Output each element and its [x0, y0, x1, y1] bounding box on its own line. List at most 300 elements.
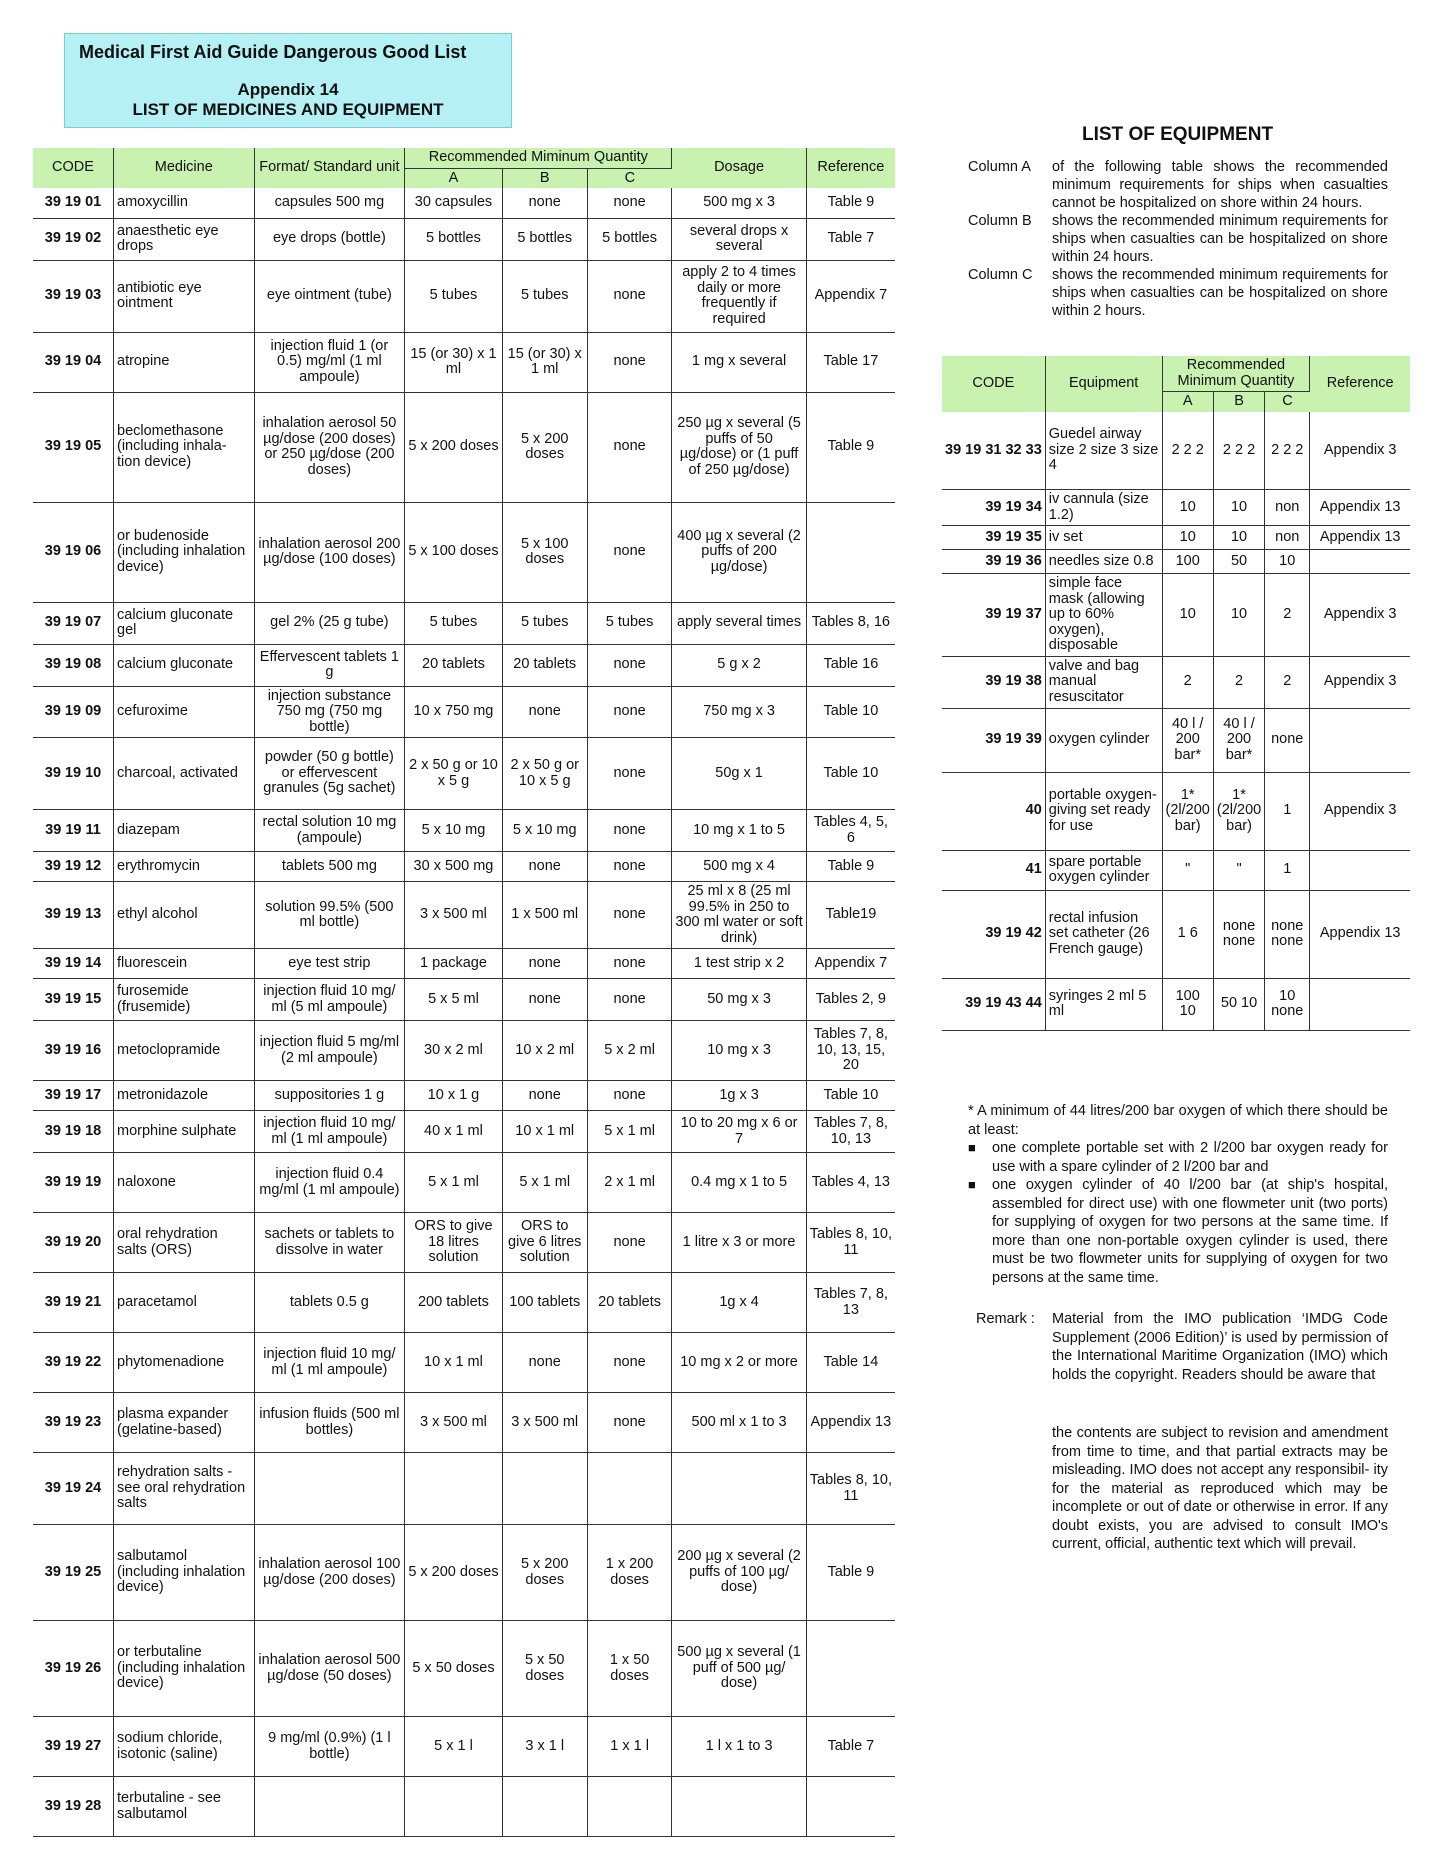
medicine-code: 39 19 18	[33, 1111, 114, 1153]
quantity-a: 10	[1162, 574, 1213, 657]
medicine-code: 39 19 06	[33, 502, 114, 602]
medicine-code: 39 19 09	[33, 686, 114, 738]
medicine-dosage: 25 ml x 8 (25 ml 99.5% in 250 to 300 ml water or soft drink)	[672, 882, 806, 949]
equipment-code: 39 19 38	[942, 656, 1045, 708]
medicine-code: 39 19 17	[33, 1081, 114, 1111]
medicine-format: inhalation aerosol 200 µg/dose (100 doses)	[254, 502, 405, 602]
medicine-format: injection fluid 5 mg/ml (2 ml ampoule)	[254, 1021, 405, 1081]
medicine-row	[33, 602, 895, 644]
quantity-b: none	[502, 188, 587, 218]
medicine-dosage: 10 mg x 1 to 5	[672, 810, 806, 852]
quantity-b: 1 x 500 ml	[502, 882, 587, 949]
medicine-name: phytomenadione	[114, 1333, 255, 1393]
quantity-a	[405, 1777, 502, 1837]
medicine-row	[33, 1111, 895, 1153]
quantity-b: 50 10	[1213, 978, 1264, 1030]
quantity-c: none	[587, 502, 672, 602]
medicine-dosage: 1g x 4	[672, 1273, 806, 1333]
quantity-b: none	[502, 1081, 587, 1111]
quantity-a: 10 x 750 mg	[405, 686, 502, 738]
medicine-row	[33, 686, 895, 738]
medicine-row	[33, 882, 895, 949]
quantity-c: 1	[1265, 850, 1310, 890]
medicine-code: 39 19 20	[33, 1213, 114, 1273]
medicine-code: 39 19 14	[33, 949, 114, 979]
equipment-row	[942, 490, 1410, 526]
medicine-dosage: 10 mg x 2 or more	[672, 1333, 806, 1393]
medicine-row	[33, 1333, 895, 1393]
medicine-format: inhalation aerosol 500 µg/dose (50 doses)	[254, 1621, 405, 1717]
medicine-format	[254, 1453, 405, 1525]
quantity-a: 5 tubes	[405, 260, 502, 332]
equipment-code: 40	[942, 772, 1045, 850]
quantity-b: 5 x 10 mg	[502, 810, 587, 852]
quantity-a: 2 2 2	[1162, 412, 1213, 490]
quantity-b: 5 tubes	[502, 260, 587, 332]
bullet-item	[968, 1176, 1388, 1287]
medicine-dosage: 1 l x 1 to 3	[672, 1717, 806, 1777]
medicine-name: plasma expander (gelatine-based)	[114, 1393, 255, 1453]
medicine-dosage: 5 g x 2	[672, 644, 806, 686]
medicine-format: eye drops (bottle)	[254, 218, 405, 260]
medicine-code: 39 19 21	[33, 1273, 114, 1333]
medicine-name: sodium chloride, isotonic (saline)	[114, 1717, 255, 1777]
quantity-a: 5 x 1 ml	[405, 1153, 502, 1213]
medicine-dosage: several drops x several	[672, 218, 806, 260]
quantity-c: none	[587, 852, 672, 882]
equipment-row	[942, 850, 1410, 890]
medicine-format: 9 mg/ml (0.9%) (1 l bottle)	[254, 1717, 405, 1777]
medicine-row	[33, 644, 895, 686]
quantity-c: none none	[1265, 890, 1310, 978]
quantity-c: none	[587, 1081, 672, 1111]
quantity-a: 100	[1162, 550, 1213, 574]
oxygen-footnote: * A minimum of 44 litres/200 bar oxygen of which there should be at least:	[968, 1103, 1388, 1138]
medicine-format: injection fluid 10 mg/ ml (1 ml ampoule)	[254, 1111, 405, 1153]
equipment-reference	[1310, 850, 1410, 890]
quantity-a: 10	[1162, 490, 1213, 526]
equipment-code: 39 19 39	[942, 708, 1045, 772]
quantity-c: none	[1265, 708, 1310, 772]
appendix-number: Appendix 14	[237, 80, 339, 99]
quantity-c: none	[587, 1393, 672, 1453]
oxygen-notes	[968, 1102, 1388, 1287]
quantity-b: none	[502, 979, 587, 1021]
medicine-row	[33, 188, 895, 218]
equipment-reference	[1310, 708, 1410, 772]
equipment-reference: Appendix 13	[1310, 490, 1410, 526]
medicine-row	[33, 1213, 895, 1273]
quantity-a: 40 x 1 ml	[405, 1111, 502, 1153]
medicine-row	[33, 1273, 895, 1333]
remark-label: Remark :	[976, 1311, 1035, 1327]
medicine-format: injection fluid 10 mg/ ml (5 ml ampoule)	[254, 979, 405, 1021]
quantity-c: none	[587, 810, 672, 852]
medicine-name: morphine sulphate	[114, 1111, 255, 1153]
medicine-dosage	[672, 1777, 806, 1837]
title-box	[64, 33, 512, 128]
medicine-format: injection fluid 1 (or 0.5) mg/ml (1 ml ampoule)	[254, 332, 405, 392]
quantity-b: 5 x 100 doses	[502, 502, 587, 602]
quantity-c: 20 tablets	[587, 1273, 672, 1333]
medicine-row	[33, 332, 895, 392]
quantity-c: none	[587, 882, 672, 949]
col-quantity: Recommended Minimum Quantity	[1162, 356, 1310, 392]
column-label: Column A	[968, 159, 1031, 175]
medicine-format: suppositories 1 g	[254, 1081, 405, 1111]
medicine-row	[33, 1393, 895, 1453]
medicine-row	[33, 1021, 895, 1081]
medicine-reference: Table 7	[806, 1717, 895, 1777]
equipment-heading: LIST OF EQUIPMENT	[1082, 124, 1274, 145]
medicine-name: metronidazole	[114, 1081, 255, 1111]
equipment-code: 39 19 36	[942, 550, 1045, 574]
quantity-b: 1* (2l/200 bar)	[1213, 772, 1264, 850]
equipment-row	[942, 526, 1410, 550]
medicine-name: metoclopramide	[114, 1021, 255, 1081]
equipment-row	[942, 978, 1410, 1030]
quantity-c: none	[587, 949, 672, 979]
medicine-dosage: apply several times	[672, 602, 806, 644]
equipment-row	[942, 656, 1410, 708]
medicine-format: gel 2% (25 g tube)	[254, 602, 405, 644]
equipment-reference: Appendix 3	[1310, 656, 1410, 708]
equipment-name: spare portable oxygen cylinder	[1045, 850, 1162, 890]
equipment-code: 39 19 43 44	[942, 978, 1045, 1030]
medicine-reference: Appendix 7	[806, 949, 895, 979]
column-label: Column C	[968, 267, 1033, 283]
quantity-c: none	[587, 644, 672, 686]
medicine-name: antibiotic eye ointment	[114, 260, 255, 332]
quantity-c: none	[587, 260, 672, 332]
col-equipment: Equipment	[1045, 356, 1162, 412]
medicine-row	[33, 1081, 895, 1111]
quantity-a: 30 x 2 ml	[405, 1021, 502, 1081]
medicine-reference: Table 10	[806, 686, 895, 738]
medicine-dosage: 400 µg x several (2 puffs of 200 µg/dose)	[672, 502, 806, 602]
column-text: shows the recommended minimum requirements for ships when casualties can be hospitalized on shore within 2 hours.	[1052, 267, 1388, 319]
quantity-a: 20 tablets	[405, 644, 502, 686]
medicine-reference: Table 14	[806, 1333, 895, 1393]
quantity-a: 5 x 10 mg	[405, 810, 502, 852]
quantity-c: 5 x 1 ml	[587, 1111, 672, 1153]
column-c-note	[968, 266, 1388, 320]
medicine-reference: Tables 7, 8, 10, 13, 15, 20	[806, 1021, 895, 1081]
quantity-a: "	[1162, 850, 1213, 890]
medicine-reference: Table 9	[806, 392, 895, 502]
medicine-code: 39 19 26	[33, 1621, 114, 1717]
medicine-row	[33, 1453, 895, 1525]
medicine-reference: Table 9	[806, 1525, 895, 1621]
medicine-format: capsules 500 mg	[254, 188, 405, 218]
col-code: CODE	[942, 356, 1045, 412]
medicine-format	[254, 1777, 405, 1837]
equipment-reference: Appendix 3	[1310, 412, 1410, 490]
equipment-reference: Appendix 13	[1310, 526, 1410, 550]
medicine-reference: Tables 2, 9	[806, 979, 895, 1021]
quantity-a: 3 x 500 ml	[405, 882, 502, 949]
quantity-c: none	[587, 1213, 672, 1273]
quantity-a: 5 x 1 l	[405, 1717, 502, 1777]
quantity-c: 10 none	[1265, 978, 1310, 1030]
equipment-row	[942, 890, 1410, 978]
quantity-a: ORS to give 18 litres solution	[405, 1213, 502, 1273]
col-a: A	[405, 168, 502, 188]
col-reference: Reference	[806, 148, 895, 188]
column-a-note	[968, 158, 1388, 212]
quantity-c	[587, 1453, 672, 1525]
equipment-name: oxygen cylinder	[1045, 708, 1162, 772]
col-reference: Reference	[1310, 356, 1410, 412]
medicine-dosage: 750 mg x 3	[672, 686, 806, 738]
medicine-reference: Table 17	[806, 332, 895, 392]
medicine-reference: Table 10	[806, 738, 895, 810]
quantity-c: 2 2 2	[1265, 412, 1310, 490]
quantity-c: 1	[1265, 772, 1310, 850]
medicine-code: 39 19 02	[33, 218, 114, 260]
medicine-name: or budenoside (including inhalation device)	[114, 502, 255, 602]
medicine-format: Effervescent tablets 1 g	[254, 644, 405, 686]
medicine-dosage: 10 to 20 mg x 6 or 7	[672, 1111, 806, 1153]
medicine-dosage	[672, 1453, 806, 1525]
quantity-b: none	[502, 852, 587, 882]
equipment-reference: Appendix 3	[1310, 772, 1410, 850]
document-title: Medical First Aid Guide Dangerous Good List	[79, 42, 467, 62]
quantity-c: non	[1265, 526, 1310, 550]
col-a: A	[1162, 392, 1213, 412]
medicine-reference	[806, 1777, 895, 1837]
medicine-code: 39 19 28	[33, 1777, 114, 1837]
quantity-a: 2 x 50 g or 10 x 5 g	[405, 738, 502, 810]
equipment-code: 39 19 37	[942, 574, 1045, 657]
quantity-c: 2	[1265, 656, 1310, 708]
quantity-b	[502, 1777, 587, 1837]
quantity-a	[405, 1453, 502, 1525]
medicine-name: amoxycillin	[114, 188, 255, 218]
square-bullet-icon: ■	[968, 1140, 976, 1155]
quantity-b: 2 2 2	[1213, 412, 1264, 490]
medicine-row	[33, 738, 895, 810]
quantity-b: 20 tablets	[502, 644, 587, 686]
quantity-b: 5 x 1 ml	[502, 1153, 587, 1213]
bullet-text: one complete portable set with 2 l/200 bar oxygen ready for use with a spare cylinder of 2 l/200 bar and	[992, 1140, 1388, 1175]
column-b-note	[968, 212, 1388, 266]
equipment-name: iv cannula (size 1.2)	[1045, 490, 1162, 526]
column-explanations	[968, 158, 1388, 320]
medicine-code: 39 19 19	[33, 1153, 114, 1213]
quantity-a: 30 x 500 mg	[405, 852, 502, 882]
quantity-b: 10	[1213, 490, 1264, 526]
medicine-reference: Tables 4, 5, 6	[806, 810, 895, 852]
equipment-reference: Appendix 3	[1310, 574, 1410, 657]
quantity-c: 10	[1265, 550, 1310, 574]
medicine-code: 39 19 11	[33, 810, 114, 852]
quantity-b: 5 tubes	[502, 602, 587, 644]
medicine-format: infusion fluids (500 ml bottles)	[254, 1393, 405, 1453]
medicine-name: charcoal, activated	[114, 738, 255, 810]
medicine-code: 39 19 16	[33, 1021, 114, 1081]
medicine-code: 39 19 07	[33, 602, 114, 644]
medicine-reference	[806, 1621, 895, 1717]
medicine-dosage: 1g x 3	[672, 1081, 806, 1111]
col-b: B	[502, 168, 587, 188]
quantity-b: ORS to give 6 litres solution	[502, 1213, 587, 1273]
quantity-c: none	[587, 738, 672, 810]
col-c: C	[587, 168, 672, 188]
quantity-c: 2 x 1 ml	[587, 1153, 672, 1213]
col-format: Format/ Standard unit	[254, 148, 405, 188]
medicine-code: 39 19 08	[33, 644, 114, 686]
quantity-b: 5 x 50 doses	[502, 1621, 587, 1717]
quantity-c: none	[587, 188, 672, 218]
medicine-reference: Table19	[806, 882, 895, 949]
quantity-a: 1* (2l/200 bar)	[1162, 772, 1213, 850]
quantity-b: 5 x 200 doses	[502, 392, 587, 502]
medicine-code: 39 19 04	[33, 332, 114, 392]
medicine-row	[33, 1621, 895, 1717]
quantity-c: 5 x 2 ml	[587, 1021, 672, 1081]
quantity-b: 10 x 1 ml	[502, 1111, 587, 1153]
quantity-c: 1 x 50 doses	[587, 1621, 672, 1717]
medicine-format: injection substance 750 mg (750 mg bottle)	[254, 686, 405, 738]
medicine-name: calcium gluconate	[114, 644, 255, 686]
equipment-code: 39 19 34	[942, 490, 1045, 526]
quantity-a: 30 capsules	[405, 188, 502, 218]
equipment-row	[942, 772, 1410, 850]
equipment-row	[942, 574, 1410, 657]
medicine-row	[33, 1777, 895, 1837]
medicine-dosage: 1 mg x several	[672, 332, 806, 392]
quantity-b: none	[502, 949, 587, 979]
appendix-title	[65, 80, 511, 120]
medicine-dosage: 50g x 1	[672, 738, 806, 810]
quantity-c: 5 bottles	[587, 218, 672, 260]
medicine-format: eye test strip	[254, 949, 405, 979]
equipment-code: 39 19 42	[942, 890, 1045, 978]
quantity-a: 5 x 100 doses	[405, 502, 502, 602]
quantity-a: 2	[1162, 656, 1213, 708]
quantity-b: 100 tablets	[502, 1273, 587, 1333]
col-code: CODE	[33, 148, 114, 188]
medicine-row	[33, 979, 895, 1021]
quantity-a: 5 x 5 ml	[405, 979, 502, 1021]
quantity-b	[502, 1453, 587, 1525]
medicine-row	[33, 260, 895, 332]
medicine-row	[33, 218, 895, 260]
medicine-row	[33, 1153, 895, 1213]
medicine-name: terbutaline - see salbutamol	[114, 1777, 255, 1837]
medicine-row	[33, 810, 895, 852]
quantity-c: none	[587, 979, 672, 1021]
medicine-reference: Tables 8, 10, 11	[806, 1453, 895, 1525]
medicine-name: rehydration salts - see oral rehydration salts	[114, 1453, 255, 1525]
medicine-code: 39 19 05	[33, 392, 114, 502]
medicine-dosage: 500 mg x 3	[672, 188, 806, 218]
quantity-a: 1 package	[405, 949, 502, 979]
medicine-code: 39 19 24	[33, 1453, 114, 1525]
medicine-dosage: 1 litre x 3 or more	[672, 1213, 806, 1273]
medicine-dosage: 200 µg x several (2 puffs of 100 µg/ dose)	[672, 1525, 806, 1621]
quantity-c: none	[587, 686, 672, 738]
quantity-a: 5 x 200 doses	[405, 1525, 502, 1621]
medicine-row	[33, 1717, 895, 1777]
remark	[976, 1310, 1388, 1384]
quantity-b: 5 bottles	[502, 218, 587, 260]
medicine-name: oral rehydration salts (ORS)	[114, 1213, 255, 1273]
quantity-a: 1 6	[1162, 890, 1213, 978]
medicine-reference: Tables 7, 8, 10, 13	[806, 1111, 895, 1153]
medicine-code: 39 19 25	[33, 1525, 114, 1621]
equipment-row	[942, 708, 1410, 772]
medicine-reference: Tables 8, 10, 11	[806, 1213, 895, 1273]
medicine-dosage: 50 mg x 3	[672, 979, 806, 1021]
equipment-row	[942, 412, 1410, 490]
medicine-name: calcium gluconate gel	[114, 602, 255, 644]
medicine-name: diazepam	[114, 810, 255, 852]
medicine-dosage: 500 µg x several (1 puff of 500 µg/ dose)	[672, 1621, 806, 1717]
medicine-name: or terbutaline (including inhalation device)	[114, 1621, 255, 1717]
medicine-format: inhalation aerosol 50 µg/dose (200 doses) or 250 µg/dose (200 doses)	[254, 392, 405, 502]
quantity-a: 10	[1162, 526, 1213, 550]
quantity-c: 5 tubes	[587, 602, 672, 644]
quantity-b: 10	[1213, 574, 1264, 657]
medicine-name: paracetamol	[114, 1273, 255, 1333]
remark-continuation: the contents are subject to revision and amendment from time to time, and that partial extracts may be misleading. IMO does not accept any responsibil- ity for the material as reproduced which may be incomplete or out of date or otherwise in error. If any doubt exists, you are advised to consult IMO's current, official, authentic text which will prevail.	[1052, 1425, 1388, 1552]
equipment-reference	[1310, 550, 1410, 574]
medicine-code: 39 19 13	[33, 882, 114, 949]
medicine-row	[33, 502, 895, 602]
medicine-format: sachets or tablets to dissolve in water	[254, 1213, 405, 1273]
quantity-b: none	[502, 1333, 587, 1393]
bullet-item	[968, 1139, 1388, 1176]
medicine-format: powder (50 g bottle) or effervescent granules (5g sachet)	[254, 738, 405, 810]
equipment-reference: Appendix 13	[1310, 890, 1410, 978]
medicine-reference: Appendix 7	[806, 260, 895, 332]
equipment-row	[942, 550, 1410, 574]
medicine-row	[33, 392, 895, 502]
quantity-a: 5 tubes	[405, 602, 502, 644]
quantity-b: none	[502, 686, 587, 738]
medicine-format: tablets 500 mg	[254, 852, 405, 882]
medicine-dosage: 500 mg x 4	[672, 852, 806, 882]
quantity-c	[587, 1777, 672, 1837]
medicine-format: rectal solution 10 mg (ampoule)	[254, 810, 405, 852]
quantity-b: "	[1213, 850, 1264, 890]
col-dosage: Dosage	[672, 148, 806, 188]
medicine-name: beclomethasone (including inhala- tion device)	[114, 392, 255, 502]
medicine-format: solution 99.5% (500 ml bottle)	[254, 882, 405, 949]
quantity-a: 5 bottles	[405, 218, 502, 260]
col-b: B	[1213, 392, 1264, 412]
medicine-reference: Tables 8, 16	[806, 602, 895, 644]
medicine-format: eye ointment (tube)	[254, 260, 405, 332]
col-medicine: Medicine	[114, 148, 255, 188]
quantity-b: 5 x 200 doses	[502, 1525, 587, 1621]
quantity-b: 10 x 2 ml	[502, 1021, 587, 1081]
medicine-reference: Table 10	[806, 1081, 895, 1111]
bullet-text: one oxygen cylinder of 40 l/200 bar (at ship's hospital, assembled for direct use) with one flowmeter unit (two ports) for supplying of oxygen for two persons at the same time. If more than one non-portable oxygen cylinder is used, there must be two flowmeter units for supplying of oxygen for two persons at the same time.	[992, 1177, 1388, 1286]
medicine-name: ethyl alcohol	[114, 882, 255, 949]
equipment-name: iv set	[1045, 526, 1162, 550]
equipment-code: 39 19 35	[942, 526, 1045, 550]
medicine-code: 39 19 10	[33, 738, 114, 810]
medicine-row	[33, 852, 895, 882]
medicine-name: anaesthetic eye drops	[114, 218, 255, 260]
quantity-a: 40 l / 200 bar*	[1162, 708, 1213, 772]
quantity-c: 2	[1265, 574, 1310, 657]
medicine-name: fluorescein	[114, 949, 255, 979]
medicine-dosage: 0.4 mg x 1 to 5	[672, 1153, 806, 1213]
